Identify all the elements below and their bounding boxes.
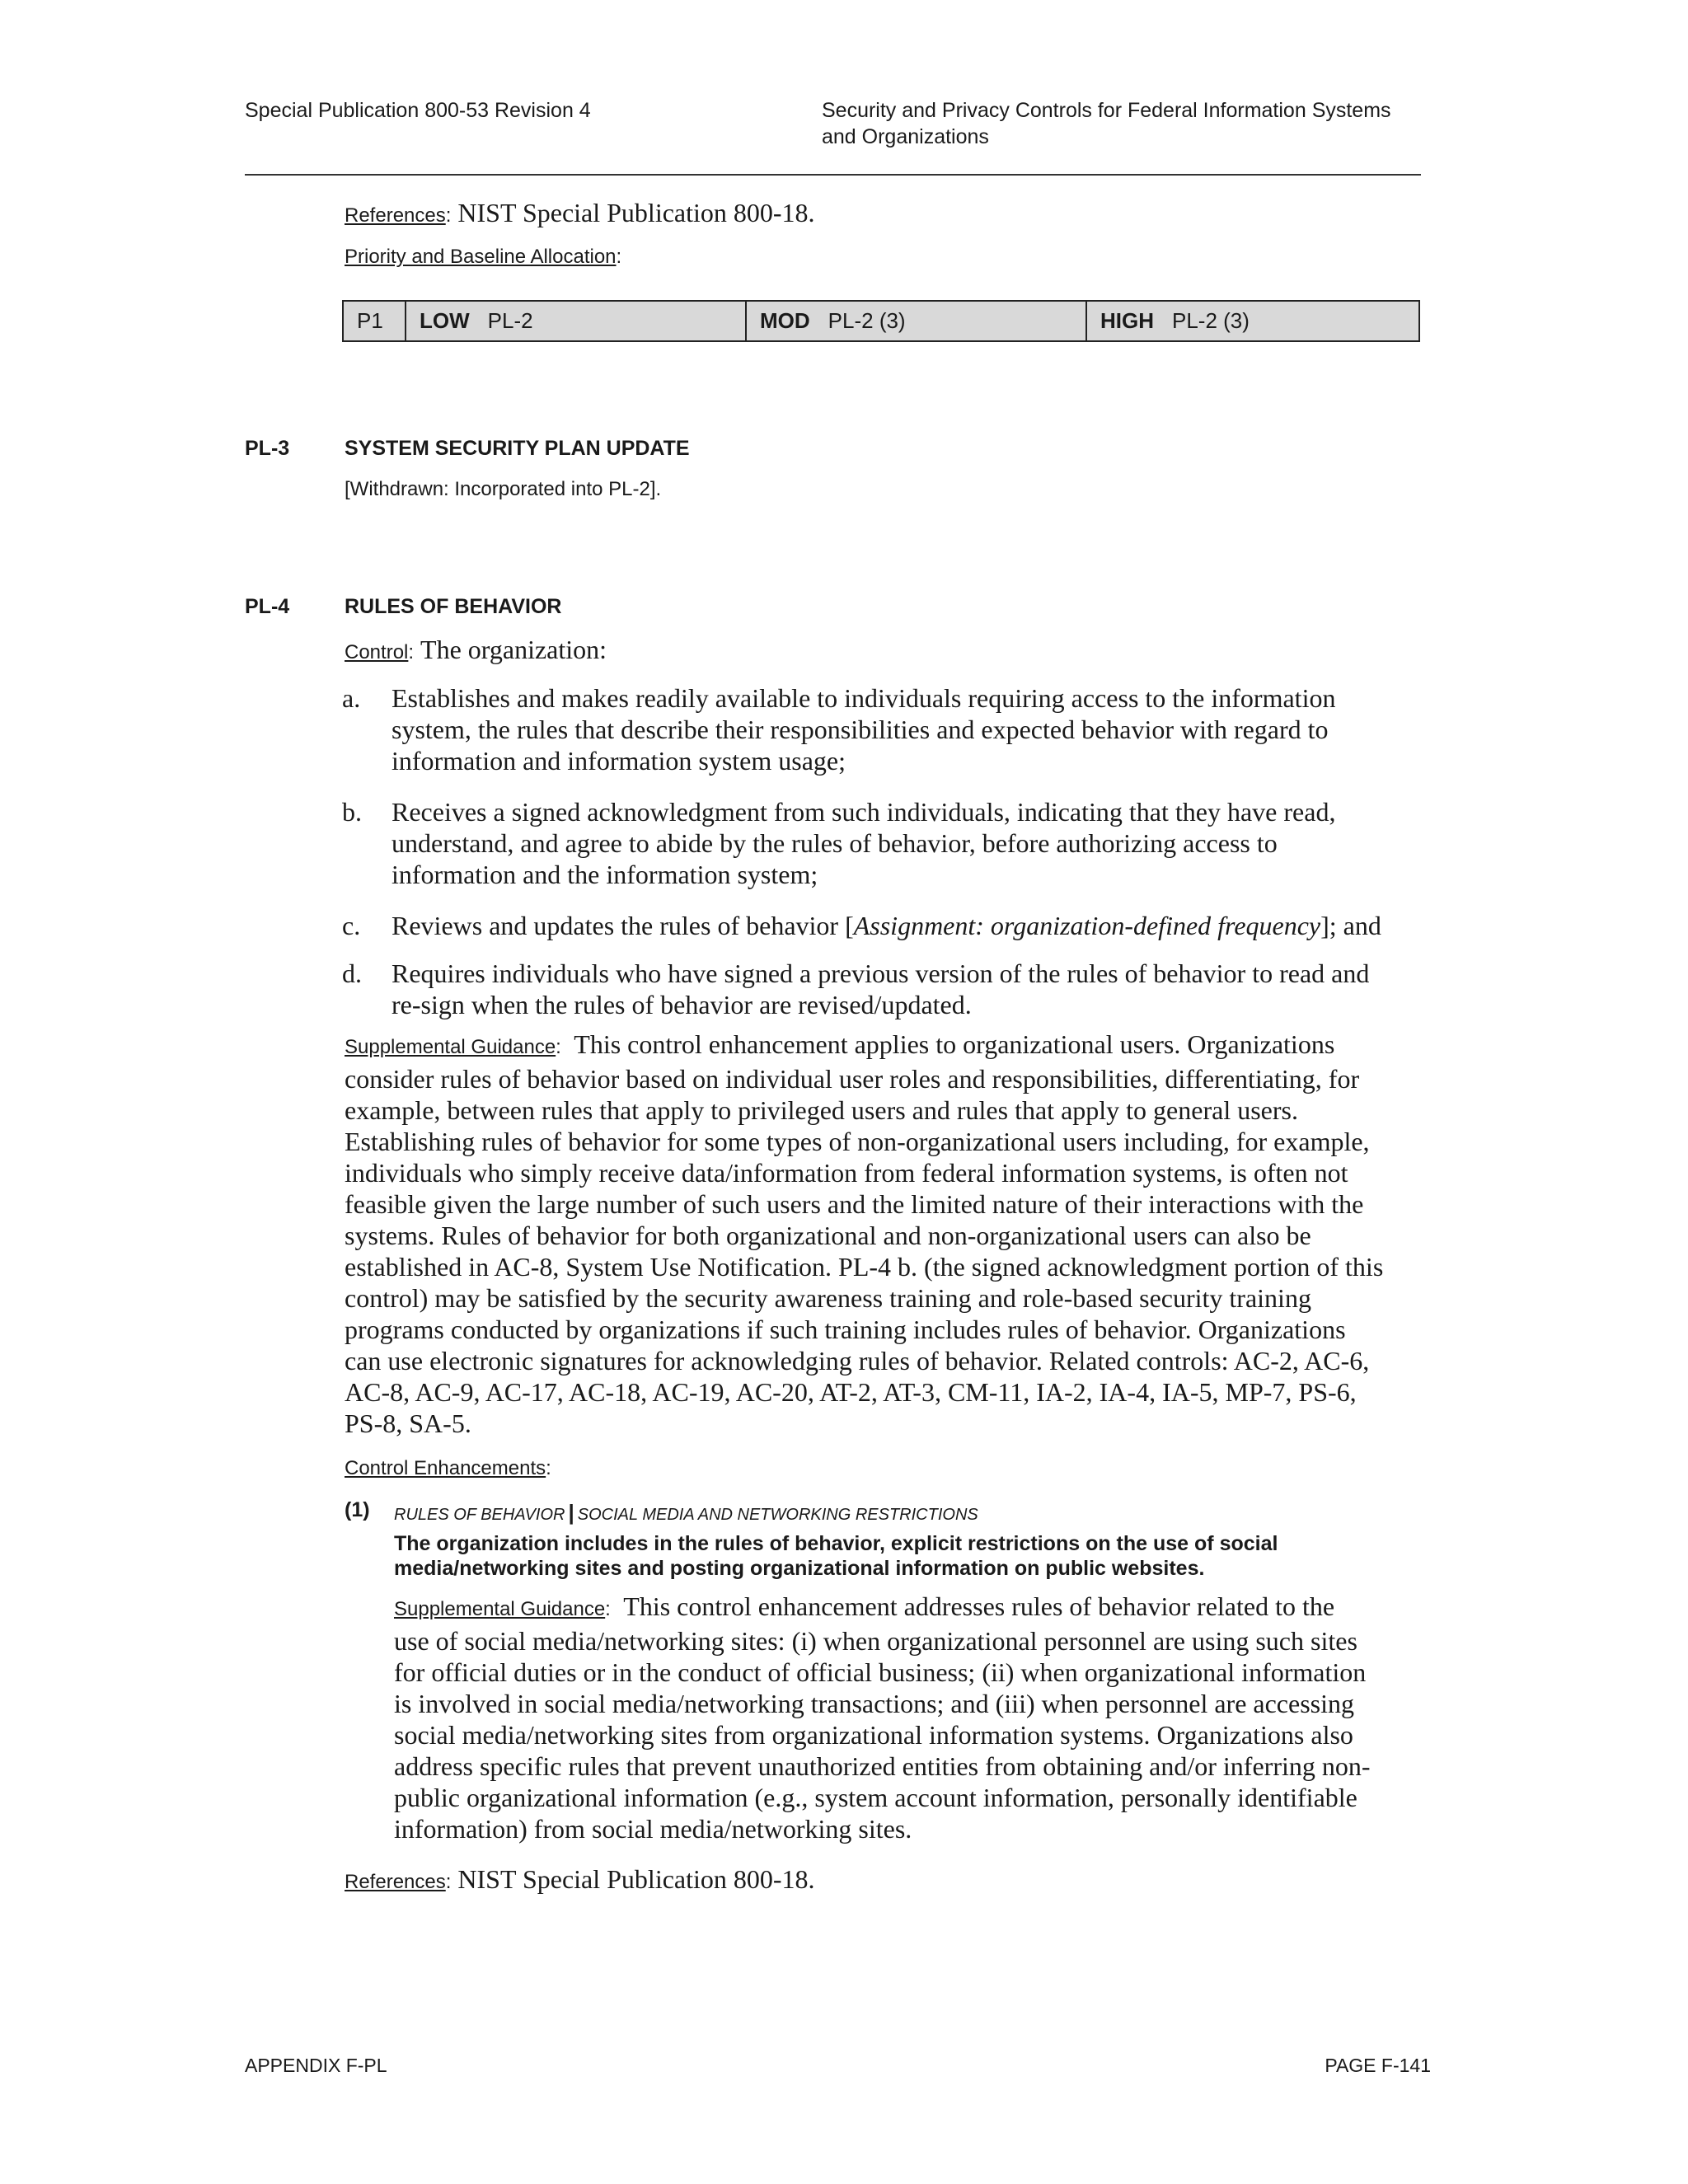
enhancement-title xyxy=(394,1500,978,1526)
pl3-title: SYSTEM SECURITY PLAN UPDATE xyxy=(345,437,690,460)
enh-supp-label: Supplemental Guidance xyxy=(394,1598,606,1620)
supp-line: control) may be satisfied by the security awareness training and role-based security training xyxy=(345,1283,1311,1313)
control-label: Control xyxy=(345,641,409,663)
high-value: PL-2 (3) xyxy=(1172,308,1250,333)
assignment-parameter: Assignment: organization-defined frequency xyxy=(853,911,1321,940)
supp-line: feasible given the large number of such users and the limited nature of their interactions with the xyxy=(345,1189,1364,1219)
low-cell xyxy=(406,302,747,340)
enh-req-line: media/networking sites and posting organizational information on public websites. xyxy=(394,1557,1205,1580)
item-a-text xyxy=(392,682,1430,776)
supp-line: systems. Rules of behavior for both organizational and non-organizational users can also be xyxy=(345,1221,1311,1250)
header-left: Special Publication 800-53 Revision 4 xyxy=(245,99,591,122)
low-value: PL-2 xyxy=(487,308,533,333)
enh-title-b: SOCIAL MEDIA AND NETWORKING RESTRICTIONS xyxy=(577,1506,978,1524)
item-d-letter: d. xyxy=(342,958,362,988)
enh-supp-line: public organizational information (e.g., system account information, personally identifiable xyxy=(394,1783,1357,1812)
header-right-line2: and Organizations xyxy=(822,125,989,148)
top-references: References: NIST Special Publication 800-18. xyxy=(345,198,815,227)
pl3-withdrawn: [Withdrawn: Incorporated into PL-2]. xyxy=(345,478,662,500)
supp-line: AC-8, AC-9, AC-17, AC-18, AC-19, AC-20, AT-2, AT-3, CM-11, IA-2, IA-4, IA-5, MP-7, PS-6, xyxy=(345,1377,1357,1407)
item-a-line: Establishes and makes readily available to individuals requiring access to the information xyxy=(392,683,1336,713)
references-text: NIST Special Publication 800-18. xyxy=(457,198,815,227)
item-b-line: understand, and agree to abide by the rules of behavior, before authorizing access to xyxy=(392,828,1278,858)
item-b-line: information and the information system; xyxy=(392,860,818,889)
footer-left: APPENDIX F-PL xyxy=(245,2055,387,2076)
supp-line: example, between rules that apply to privileged users and rules that apply to general users. xyxy=(345,1095,1298,1125)
pl3-id: PL-3 xyxy=(245,437,290,460)
footer-right: PAGE F-141 xyxy=(1325,2055,1431,2076)
enh-title-sep: | xyxy=(568,1500,574,1525)
supp-line: This control enhancement applies to organizational users. Organizations xyxy=(574,1029,1335,1059)
item-a-line: information and information system usage; xyxy=(392,746,846,776)
priority-table xyxy=(342,300,1420,342)
header-right-line1: Security and Privacy Controls for Federal Information Systems xyxy=(822,99,1391,122)
enh-supp-line: use of social media/networking sites: (i) when organizational personnel are using such sites xyxy=(394,1626,1357,1656)
bottom-references-text: NIST Special Publication 800-18. xyxy=(457,1864,815,1894)
enh-supp-line: address specific rules that prevent unauthorized entities from obtaining and/or inferring non- xyxy=(394,1751,1371,1781)
item-a-letter: a. xyxy=(342,683,361,713)
enh-req-line: The organization includes in the rules of behavior, explicit restrictions on the use of social xyxy=(394,1532,1278,1555)
supp-line: Establishing rules of behavior for some types of non-organizational users including, for example, xyxy=(345,1127,1370,1156)
enhancement-number: (1) xyxy=(345,1498,370,1521)
enhancement-requirement xyxy=(394,1531,1432,1581)
item-d-line: re-sign when the rules of behavior are revised/updated. xyxy=(392,990,972,1019)
item-c-prefix: Reviews and updates the rules of behavior [ xyxy=(392,911,854,940)
supplemental-guidance xyxy=(345,1029,1432,1439)
supp-first-line: Supplemental Guidance: This control enhancement applies to organizational users. Organizations xyxy=(345,1029,1335,1059)
enh-supp-line: social media/networking sites from organizational information systems. Organizations also xyxy=(394,1720,1353,1750)
priority-value: P1 xyxy=(357,308,383,333)
supp-line: established in AC-8, System Use Notification. PL-4 b. (the signed acknowledgment portion of this xyxy=(345,1252,1384,1282)
control-enhancements-heading: Control Enhancements: xyxy=(345,1457,551,1479)
enh-supp-line: information) from social media/networking sites. xyxy=(394,1814,912,1844)
item-b-line: Receives a signed acknowledgment from such individuals, indicating that they have read, xyxy=(392,797,1336,827)
enh-supp-line: is involved in social media/networking transactions; and (iii) when personnel are accessing xyxy=(394,1689,1354,1718)
references-label: References xyxy=(345,204,446,227)
bottom-references: References: NIST Special Publication 800-18. xyxy=(345,1864,815,1894)
item-b-letter: b. xyxy=(342,797,362,827)
bottom-references-label: References xyxy=(345,1871,446,1893)
header-rule xyxy=(245,174,1421,176)
high-cell xyxy=(1087,302,1418,340)
enh-supp-line: This control enhancement addresses rules of behavior related to the xyxy=(623,1591,1335,1621)
supp-label: Supplemental Guidance xyxy=(345,1036,556,1058)
supp-line: programs conducted by organizations if such training includes rules of behavior. Organizations xyxy=(345,1315,1346,1344)
enh-supp-line: for official duties or in the conduct of official business; (ii) when organizational information xyxy=(394,1657,1367,1687)
priority-label: Priority and Baseline Allocation xyxy=(345,246,617,268)
supp-line: consider rules of behavior based on individual user roles and responsibilities, differentiating, for xyxy=(345,1064,1360,1094)
mod-label: MOD xyxy=(760,308,810,333)
control-intro: The organization: xyxy=(420,635,607,664)
mod-value: PL-2 (3) xyxy=(828,308,906,333)
supp-line: PS-8, SA-5. xyxy=(345,1408,471,1438)
priority-cell xyxy=(344,302,406,340)
priority-heading: Priority and Baseline Allocation: xyxy=(345,246,622,268)
mod-cell xyxy=(747,302,1087,340)
item-b-text xyxy=(392,796,1430,890)
item-a-line: system, the rules that describe their responsibilities and expected behavior with regard to xyxy=(392,715,1329,744)
enhancements-label: Control Enhancements xyxy=(345,1457,546,1479)
item-c-text xyxy=(392,910,1430,941)
item-d-line: Requires individuals who have signed a previous version of the rules of behavior to read and xyxy=(392,958,1370,988)
pl4-id: PL-4 xyxy=(245,595,290,618)
supp-line: can use electronic signatures for acknowledging rules of behavior. Related controls: AC-2, AC-6, xyxy=(345,1346,1370,1376)
item-c-letter: c. xyxy=(342,911,361,940)
high-label: HIGH xyxy=(1100,308,1154,333)
control-statement: Control: The organization: xyxy=(345,635,607,664)
low-label: LOW xyxy=(420,308,470,333)
supp-line: individuals who simply receive data/information from federal information systems, is often not xyxy=(345,1158,1348,1188)
enh-supp-first-line: Supplemental Guidance: This control enhancement addresses rules of behavior related to the xyxy=(394,1591,1335,1621)
item-c-suffix: ]; and xyxy=(1320,911,1381,940)
item-d-text xyxy=(392,958,1430,1020)
enh-title-a: RULES OF BEHAVIOR xyxy=(394,1506,565,1524)
pl4-title: RULES OF BEHAVIOR xyxy=(345,595,562,618)
enhancement-supplemental-guidance xyxy=(394,1591,1432,1844)
